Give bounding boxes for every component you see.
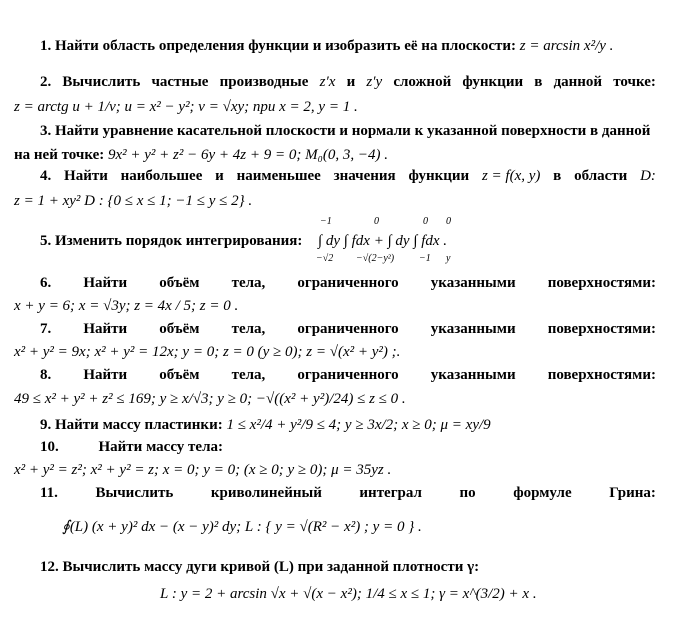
problem-12-formula: L : y = 2 + arcsin √x + √(x − x²); 1/4 ≤ x ≤ 1; γ = x^(3/2) + x . (160, 586, 537, 602)
word: Найти (83, 367, 128, 383)
word: точке: (613, 74, 656, 90)
word: наименьшее (236, 168, 321, 184)
problem-11-line1 (40, 484, 656, 502)
problem-3-number: 3. (40, 123, 52, 139)
word: в (553, 168, 562, 184)
word: Найти (83, 321, 128, 337)
problem-11-formula: ∮(L) (x + y)² dx − (x − y)² dy; L : { y = √(R² − x²) ; y = 0 } . (62, 519, 422, 535)
word: Вычислить (95, 485, 174, 501)
problem-4-formula: z = 1 + xy² D : {0 ≤ x ≤ 1; −1 ≤ y ≤ 2} . (14, 193, 253, 209)
problem-8-formula: 49 ≤ x² + y² + z² ≤ 169; y ≥ x/√3; y ≥ 0; −√((x² + y²)/24) ≤ z ≤ 0 . (14, 391, 406, 407)
word: по (459, 485, 476, 501)
word: частные (151, 74, 209, 90)
problem-5 (40, 232, 302, 250)
integral-3-lower-limit: −1 (419, 253, 431, 264)
integral-3-upper-limit: 0 (423, 216, 428, 227)
problem-10-formula: x² + y² = z²; x² + y² = z; x = 0; y = 0; (x ≥ 0; y ≥ 0); μ = 35yz . (14, 462, 392, 478)
problem-7-number: 7. (40, 321, 52, 337)
word: объём (159, 321, 200, 337)
problem-3-text: Найти уравнение касательной плоскости и нормали к указанной поверхности в данной (55, 123, 651, 139)
problem-12-number: 12. (40, 559, 59, 575)
problem-8-number: 8. (40, 367, 52, 383)
word: указанными (430, 275, 516, 291)
problem-10-text: Найти массу тела: (98, 439, 223, 455)
integral-1-upper-limit: −1 (320, 216, 332, 227)
word: поверхностями: (547, 275, 656, 291)
problem-1 (40, 37, 613, 55)
word: указанными (430, 367, 516, 383)
word: криволинейный (210, 485, 322, 501)
problem-12-text: Вычислить массу дуги кривой (L) при заданной плотности γ: (62, 559, 480, 575)
problem-7-formula: x² + y² = 9x; x² + y² = 12x; y = 0; z = 0 (y ≥ 0); z = √(x² + y²) ;. (14, 344, 401, 360)
word: z′y (366, 74, 383, 90)
problem-2-line1 (40, 73, 656, 91)
problem-5-text: Изменить порядок интегрирования: (55, 233, 303, 249)
word: ограниченного (297, 367, 399, 383)
integral-4-lower-limit: y (446, 253, 451, 264)
problem-10-number: 10. (40, 439, 59, 455)
integral-1-lower-limit: −√2 (316, 253, 334, 264)
word: значения (333, 168, 396, 184)
problem-6-number: 6. (40, 275, 52, 291)
word: области (574, 168, 628, 184)
problem-7-line1 (40, 320, 656, 338)
word: Найти (83, 275, 128, 291)
word: и (215, 168, 224, 184)
word: ограниченного (297, 321, 399, 337)
word: z′x (319, 74, 336, 90)
problem-5-formula: ∫ dy ∫ fdx + ∫ dy ∫ fdx . (318, 233, 448, 249)
integral-2-upper-limit: 0 (374, 216, 379, 227)
problem-11-number: 11. (40, 485, 58, 501)
problem-10 (40, 438, 223, 456)
word: тела, (231, 367, 266, 383)
problem-1-formula: z = arcsin x²/y . (519, 38, 614, 54)
problem-6-line1 (40, 274, 656, 292)
integral-4-upper-limit: 0 (446, 216, 451, 227)
problem-4-line1 (40, 167, 656, 185)
problem-12 (40, 558, 479, 576)
word: указанными (430, 321, 516, 337)
problem-8-line1 (40, 366, 656, 384)
problem-3 (40, 122, 650, 140)
problem-3-formula: 9x² + y² + z² − 6y + 4z + 9 = 0; M₀(0, 3, −4) . (108, 147, 388, 163)
word: интеграл (359, 485, 422, 501)
problem-1-number: 1. (40, 38, 52, 54)
word: объём (159, 275, 200, 291)
word: производные (219, 74, 309, 90)
integral-2-lower-limit: −√(2−y²) (356, 253, 395, 264)
problem-3-line2 (14, 146, 388, 164)
word: поверхностями: (547, 321, 656, 337)
problem-3-text2: на ней точке: (14, 147, 105, 163)
word: тела, (231, 321, 266, 337)
word: формуле (513, 485, 572, 501)
word: сложной (393, 74, 452, 90)
word: D: (640, 168, 656, 184)
problem-1-text: Найти область определения функции и изобразить её на плоскости: (55, 38, 517, 54)
word: в (534, 74, 543, 90)
problem-9 (40, 416, 491, 434)
problem-9-number: 9. (40, 417, 52, 433)
word: объём (159, 367, 200, 383)
word: тела, (231, 275, 266, 291)
word: поверхностями: (547, 367, 656, 383)
word: Вычислить (62, 74, 141, 90)
problem-4-number: 4. (40, 168, 52, 184)
word: z = f(x, y) (481, 168, 541, 184)
word: и (346, 74, 356, 90)
word: функции (462, 74, 524, 90)
word: данной (553, 74, 603, 90)
problem-5-number: 5. (40, 233, 52, 249)
word: ограниченного (297, 275, 399, 291)
problem-6-formula: x + y = 6; x = √3y; z = 4x / 5; z = 0 . (14, 298, 239, 314)
word: Найти (64, 168, 108, 184)
word: наибольшее (120, 168, 203, 184)
problem-9-text: Найти массу пластинки: (55, 417, 223, 433)
problem-2-number: 2. (40, 74, 52, 90)
word: Грина: (609, 485, 656, 501)
problem-2-formula: z = arctg u + 1/v; u = x² − y²; v = √xy; при x = 2, y = 1 . (14, 99, 358, 115)
word: функции (408, 168, 470, 184)
problem-9-formula: 1 ≤ x²/4 + y²/9 ≤ 4; y ≥ 3x/2; x ≥ 0; μ = xy/9 (226, 417, 491, 433)
